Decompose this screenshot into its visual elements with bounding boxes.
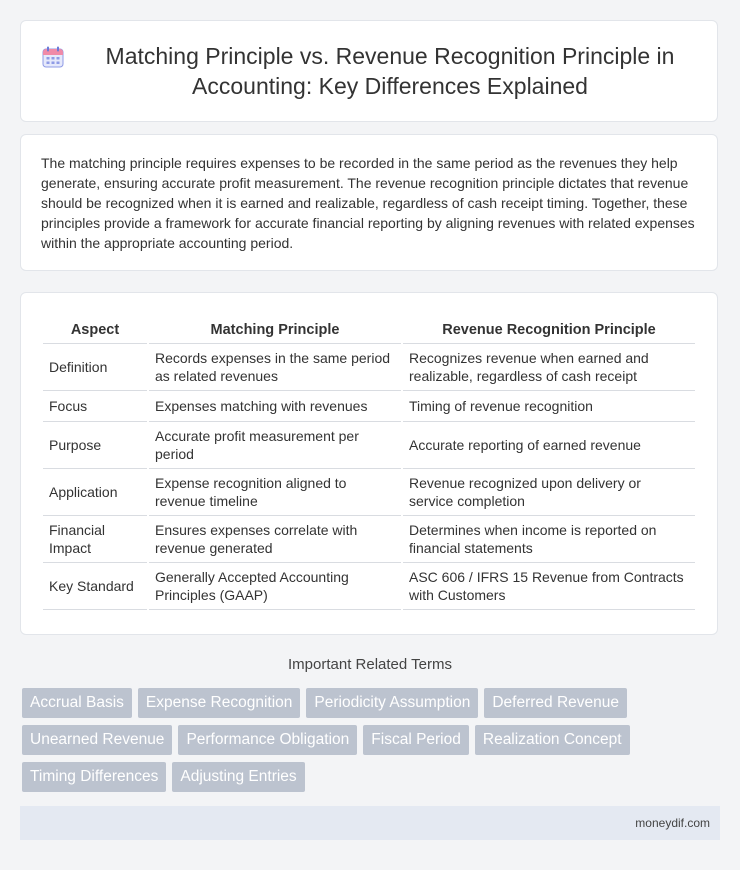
calendar-icon (41, 45, 65, 69)
tag-deferred-revenue[interactable]: Deferred Revenue (484, 688, 627, 718)
table-row (43, 391, 695, 422)
cell-revenue: Revenue recognized upon delivery or service completion (403, 469, 695, 516)
related-terms-heading: Important Related Terms (288, 656, 452, 673)
cell-revenue: Accurate reporting of earned revenue (403, 422, 695, 469)
tag-accrual-basis[interactable]: Accrual Basis (22, 688, 132, 718)
intro-card (20, 134, 718, 271)
cell-aspect: Purpose (43, 422, 147, 469)
tag-expense-recognition[interactable]: Expense Recognition (138, 688, 301, 718)
cell-revenue: Determines when income is reported on financial statements (403, 516, 695, 563)
table-row (43, 422, 695, 469)
cell-aspect: Focus (43, 391, 147, 422)
header-aspect: Aspect (43, 313, 147, 344)
footer-site-link[interactable]: moneydif.com (635, 816, 710, 830)
title-card (20, 20, 718, 122)
tag-timing-differences[interactable]: Timing Differences (22, 762, 166, 792)
table-row (43, 563, 695, 610)
cell-aspect: Application (43, 469, 147, 516)
cell-matching: Ensures expenses correlate with revenue generated (149, 516, 401, 563)
tag-fiscal-period[interactable]: Fiscal Period (363, 725, 469, 755)
cell-revenue: Recognizes revenue when earned and realizable, regardless of cash receipt (403, 344, 695, 391)
page-title: Matching Principle vs. Revenue Recognition Principle in Accounting: Key Differences Explained (105, 43, 675, 99)
cell-aspect: Key Standard (43, 563, 147, 610)
tag-periodicity-assumption[interactable]: Periodicity Assumption (306, 688, 478, 718)
related-terms-list (22, 688, 722, 799)
tag-adjusting-entries[interactable]: Adjusting Entries (172, 762, 304, 792)
cell-revenue: ASC 606 / IFRS 15 Revenue from Contracts with Customers (403, 563, 695, 610)
cell-matching: Expenses matching with revenues (149, 391, 401, 422)
footer-bar (20, 806, 720, 840)
table-row (43, 469, 695, 516)
intro-paragraph: The matching principle requires expenses to be recorded in the same period as the revenues they help generate, ensuring accurate profit measurement. The revenue recognition principle dictates that revenue should be recognized when it is earned and realizable, regardless of cash receipt timing. Together, these principles provide a framework for accurate financial reporting by aligning revenues with related expenses within the appropriate accounting period. (41, 155, 695, 251)
cell-matching: Records expenses in the same period as related revenues (149, 344, 401, 391)
table-row (43, 516, 695, 563)
header-matching-principle: Matching Principle (149, 313, 401, 344)
cell-matching: Generally Accepted Accounting Principles (GAAP) (149, 563, 401, 610)
cell-matching: Expense recognition aligned to revenue timeline (149, 469, 401, 516)
cell-aspect: Definition (43, 344, 147, 391)
title-row (41, 41, 697, 101)
tag-realization-concept[interactable]: Realization Concept (475, 725, 630, 755)
table-row (43, 344, 695, 391)
cell-aspect: Financial Impact (43, 516, 147, 563)
comparison-card (20, 292, 718, 635)
comparison-table (41, 313, 697, 610)
header-revenue-recognition: Revenue Recognition Principle (403, 313, 695, 344)
tag-unearned-revenue[interactable]: Unearned Revenue (22, 725, 172, 755)
cell-revenue: Timing of revenue recognition (403, 391, 695, 422)
tag-performance-obligation[interactable]: Performance Obligation (178, 725, 357, 755)
table-header-row (43, 313, 695, 344)
cell-matching: Accurate profit measurement per period (149, 422, 401, 469)
